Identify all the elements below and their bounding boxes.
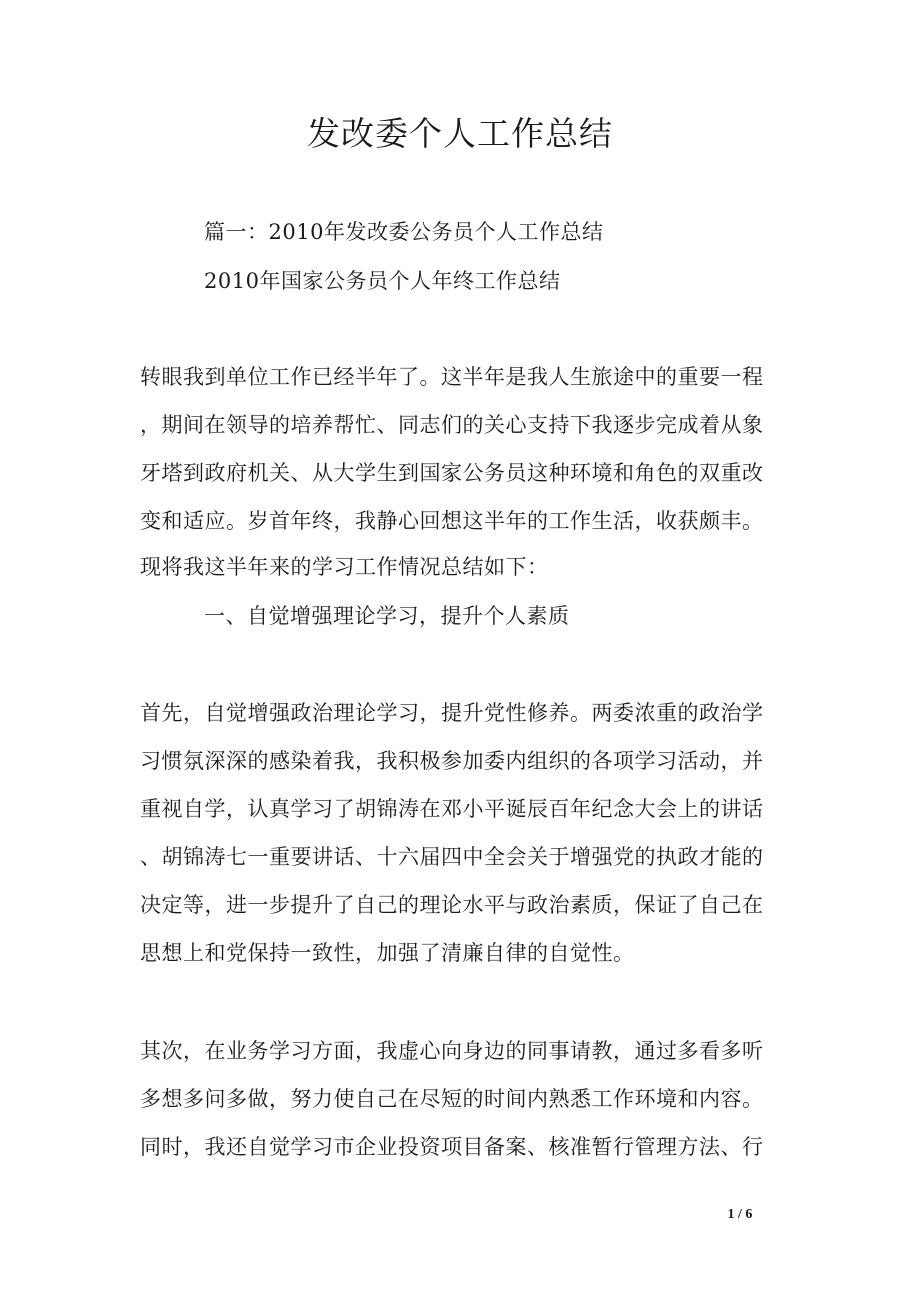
paragraph-line: 首先，自觉增强政治理论学习，提升党性修养。两委浓重的政治学 xyxy=(140,701,764,725)
paragraph-line: 转眼我到单位工作已经半年了。这半年是我人生旅途中的重要一程 xyxy=(140,365,764,389)
paragraph-line: 同时，我还自觉学习市企业投资项目备案、核准暂行管理方法、行 xyxy=(140,1135,764,1159)
paragraph-line: 重视自学，认真学习了胡锦涛在邓小平诞辰百年纪念大会上的讲话 xyxy=(140,797,764,821)
subtitle-line-2: 2010年国家公务员个人年终工作总结 xyxy=(204,269,561,293)
paragraph-line: 多想多问多做，努力使自己在尽短的时间内熟悉工作环境和内容。 xyxy=(140,1087,764,1111)
paragraph-line: 决定等，进一步提升了自己的理论水平与政治素质，保证了自己在 xyxy=(140,893,764,917)
paragraph-line: 牙塔到政府机关、从大学生到国家公务员这种环境和角色的双重改 xyxy=(140,461,764,485)
paragraph-line: 现将我这半年来的学习工作情况总结如下： xyxy=(140,555,549,579)
document-title: 发改委个人工作总结 xyxy=(307,114,613,153)
paragraph-line: 习惯氛深深的感染着我，我积极参加委内组织的各项学习活动，并 xyxy=(140,749,764,773)
paragraph-line: 思想上和党保持一致性，加强了清廉自律的自觉性。 xyxy=(140,941,635,965)
paragraph-line: 其次，在业务学习方面，我虚心向身边的同事请教，通过多看多听 xyxy=(140,1039,764,1063)
paragraph-line: 变和适应。岁首年终，我静心回想这半年的工作生活，收获颇丰。 xyxy=(140,509,764,533)
subtitle-line-1: 篇一：2010年发改委公务员个人工作总结 xyxy=(204,220,604,244)
paragraph-line: 、胡锦涛七一重要讲话、十六届四中全会关于增强党的执政才能的 xyxy=(140,845,764,869)
section-heading: 一、自觉增强理论学习，提升个人素质 xyxy=(204,604,570,628)
page-number: 1 / 6 xyxy=(727,1207,753,1222)
paragraph-line: ，期间在领导的培养帮忙、同志们的关心支持下我逐步完成着从象 xyxy=(140,413,764,437)
